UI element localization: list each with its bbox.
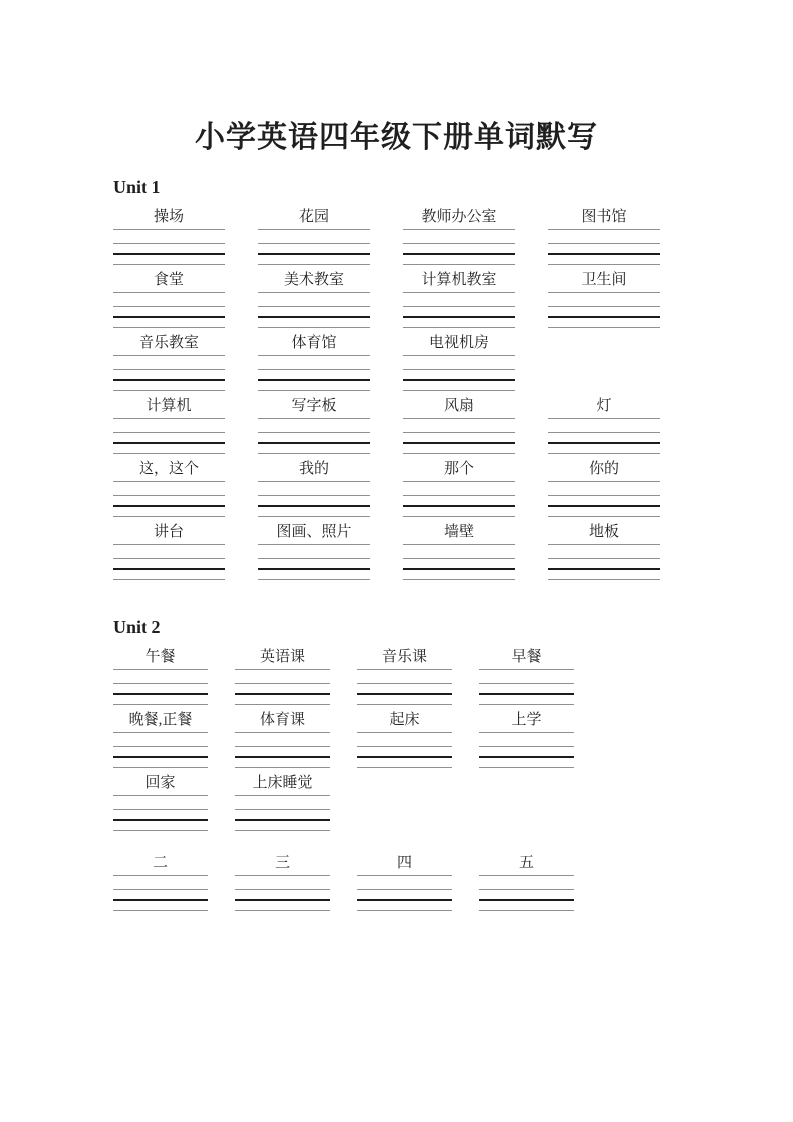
writing-line: [113, 390, 225, 391]
unit-2-heading: Unit 2: [113, 617, 161, 637]
writing-line: [113, 516, 225, 517]
word-label: 早餐: [511, 649, 542, 665]
writing-line: [258, 316, 370, 318]
unit-2-section: [0, 618, 793, 910]
writing-line: [258, 327, 370, 328]
writing-line: [113, 306, 225, 307]
writing-line: [113, 316, 225, 318]
word-cell: [113, 853, 208, 910]
writing-line: [403, 568, 515, 570]
writing-line: [113, 264, 225, 265]
word-label: 那个: [443, 461, 474, 477]
word-cell: [403, 396, 515, 453]
writing-line: [403, 558, 515, 559]
word-label: 风扇: [443, 398, 474, 414]
writing-line: [548, 306, 660, 307]
writing-line: [113, 432, 225, 433]
writing-line: [258, 432, 370, 433]
writing-line: [258, 243, 370, 244]
word-label: 灯: [596, 398, 612, 414]
writing-line: [357, 899, 452, 901]
writing-line: [113, 704, 208, 705]
writing-line: [548, 453, 660, 454]
writing-line: [113, 558, 225, 559]
unit-1-heading: Unit 1: [113, 177, 161, 197]
writing-line: [548, 481, 660, 482]
writing-line: [258, 379, 370, 381]
writing-line: [548, 495, 660, 496]
word-label: 体育课: [259, 712, 305, 728]
writing-line: [479, 683, 574, 684]
writing-line: [403, 355, 515, 356]
writing-line: [235, 875, 330, 876]
writing-line: [403, 229, 515, 230]
writing-line: [113, 453, 225, 454]
writing-line: [548, 243, 660, 244]
word-label: 计算机: [146, 398, 192, 414]
word-label: 午餐: [145, 649, 176, 665]
writing-line: [258, 355, 370, 356]
writing-line: [113, 442, 225, 444]
writing-line: [235, 889, 330, 890]
empty-cell: [548, 333, 660, 390]
word-label: 五: [518, 855, 534, 871]
writing-line: [258, 390, 370, 391]
writing-line: [479, 756, 574, 758]
word-cell: [403, 207, 515, 264]
word-cell: [235, 853, 330, 910]
writing-line: [357, 746, 452, 747]
writing-line: [403, 453, 515, 454]
word-cell: [258, 270, 370, 327]
writing-line: [113, 910, 208, 911]
writing-line: [403, 379, 515, 381]
writing-line: [113, 767, 208, 768]
writing-line: [113, 683, 208, 684]
word-cell: [235, 647, 330, 704]
word-cell: [403, 522, 515, 579]
writing-line: [258, 369, 370, 370]
word-label: 晚餐,正餐: [128, 712, 193, 728]
writing-line: [357, 889, 452, 890]
writing-line: [357, 875, 452, 876]
word-label: 地板: [588, 524, 619, 540]
empty-cell: [357, 773, 452, 830]
writing-line: [113, 830, 208, 831]
word-cell: [113, 207, 225, 264]
writing-line: [113, 889, 208, 890]
writing-line: [403, 544, 515, 545]
writing-line: [357, 756, 452, 758]
writing-line: [258, 253, 370, 255]
unit-1-section: [0, 178, 793, 579]
writing-line: [235, 767, 330, 768]
writing-line: [235, 830, 330, 831]
word-cell: [479, 710, 574, 767]
writing-line: [479, 899, 574, 901]
writing-line: [258, 495, 370, 496]
unit-2-word-grid: [113, 647, 793, 910]
writing-line: [479, 732, 574, 733]
writing-line: [548, 418, 660, 419]
writing-line: [113, 819, 208, 821]
word-label: 电视机房: [428, 335, 489, 351]
word-cell: [403, 333, 515, 390]
writing-line: [113, 899, 208, 901]
writing-line: [113, 756, 208, 758]
writing-line: [403, 495, 515, 496]
word-cell: [113, 773, 208, 830]
word-cell: [258, 396, 370, 453]
writing-line: [479, 910, 574, 911]
writing-line: [113, 495, 225, 496]
word-label: 墙壁: [443, 524, 474, 540]
writing-line: [113, 568, 225, 570]
word-cell: [113, 396, 225, 453]
writing-line: [548, 229, 660, 230]
word-cell: [403, 270, 515, 327]
writing-line: [258, 453, 370, 454]
word-label: 回家: [145, 775, 176, 791]
writing-line: [357, 693, 452, 695]
writing-line: [258, 516, 370, 517]
writing-line: [403, 418, 515, 419]
writing-line: [357, 732, 452, 733]
word-cell: [357, 853, 452, 910]
writing-line: [113, 369, 225, 370]
writing-line: [548, 253, 660, 255]
writing-line: [258, 306, 370, 307]
word-label: 音乐教室: [138, 335, 199, 351]
unit-1-word-grid: [113, 207, 793, 579]
writing-line: [113, 355, 225, 356]
writing-line: [548, 505, 660, 507]
word-cell: [113, 333, 225, 390]
writing-line: [548, 544, 660, 545]
writing-line: [113, 505, 225, 507]
word-cell: [113, 522, 225, 579]
word-label: 上床睡觉: [252, 775, 313, 791]
writing-line: [479, 875, 574, 876]
writing-line: [357, 669, 452, 670]
word-label: 图书馆: [581, 209, 627, 225]
writing-line: [258, 558, 370, 559]
word-cell: [479, 647, 574, 704]
writing-line: [113, 229, 225, 230]
writing-line: [113, 732, 208, 733]
word-cell: [548, 270, 660, 327]
writing-line: [403, 253, 515, 255]
word-cell: [258, 207, 370, 264]
word-label: 操场: [153, 209, 184, 225]
writing-line: [403, 316, 515, 318]
writing-line: [235, 899, 330, 901]
writing-line: [479, 746, 574, 747]
writing-line: [235, 910, 330, 911]
writing-line: [548, 432, 660, 433]
writing-line: [113, 327, 225, 328]
word-label: 你的: [588, 461, 619, 477]
word-cell: [258, 522, 370, 579]
writing-line: [113, 809, 208, 810]
writing-line: [357, 683, 452, 684]
writing-line: [403, 327, 515, 328]
writing-line: [403, 432, 515, 433]
word-cell: [235, 773, 330, 830]
writing-line: [113, 693, 208, 695]
writing-line: [113, 875, 208, 876]
word-label: 三: [274, 855, 290, 871]
writing-line: [258, 579, 370, 580]
writing-line: [235, 732, 330, 733]
word-cell: [357, 647, 452, 704]
writing-line: [235, 683, 330, 684]
word-cell: [548, 522, 660, 579]
word-label: 二: [152, 855, 168, 871]
word-cell: [113, 459, 225, 516]
writing-line: [235, 746, 330, 747]
word-cell: [258, 333, 370, 390]
writing-line: [548, 558, 660, 559]
word-label: 四: [396, 855, 412, 871]
writing-line: [258, 505, 370, 507]
empty-cell: [479, 773, 574, 830]
writing-line: [113, 243, 225, 244]
word-label: 讲台: [153, 524, 184, 540]
writing-line: [403, 243, 515, 244]
word-label: 图画、照片: [276, 524, 352, 540]
writing-line: [403, 306, 515, 307]
writing-line: [235, 693, 330, 695]
word-label: 体育馆: [291, 335, 337, 351]
writing-line: [113, 418, 225, 419]
writing-line: [113, 292, 225, 293]
writing-line: [403, 516, 515, 517]
word-label: 这，这个: [138, 461, 199, 477]
writing-line: [403, 481, 515, 482]
writing-line: [113, 481, 225, 482]
page-title: 小学英语四年级下册单词默写: [195, 121, 598, 154]
writing-line: [258, 442, 370, 444]
word-cell: [113, 647, 208, 704]
writing-line: [479, 704, 574, 705]
writing-line: [479, 889, 574, 890]
writing-line: [258, 544, 370, 545]
writing-line: [235, 669, 330, 670]
word-label: 起床: [389, 712, 420, 728]
writing-line: [548, 579, 660, 580]
writing-line: [113, 253, 225, 255]
writing-line: [258, 229, 370, 230]
word-cell: [403, 459, 515, 516]
word-cell: [258, 459, 370, 516]
word-cell: [548, 459, 660, 516]
writing-line: [479, 693, 574, 695]
word-label: 卫生间: [581, 272, 627, 288]
writing-line: [235, 756, 330, 758]
writing-line: [113, 579, 225, 580]
writing-line: [357, 704, 452, 705]
writing-line: [258, 418, 370, 419]
word-label: 食堂: [153, 272, 184, 288]
writing-line: [403, 505, 515, 507]
writing-line: [235, 819, 330, 821]
writing-line: [258, 264, 370, 265]
word-label: 写字板: [291, 398, 337, 414]
writing-line: [479, 767, 574, 768]
writing-line: [403, 292, 515, 293]
writing-line: [548, 316, 660, 318]
writing-line: [548, 264, 660, 265]
writing-line: [548, 327, 660, 328]
writing-line: [403, 579, 515, 580]
word-cell: [357, 710, 452, 767]
writing-line: [258, 292, 370, 293]
word-cell: [548, 396, 660, 453]
word-cell: [548, 207, 660, 264]
word-label: 音乐课: [381, 649, 427, 665]
word-label: 花园: [298, 209, 329, 225]
writing-line: [258, 481, 370, 482]
word-label: 教师办公室: [421, 209, 497, 225]
writing-line: [113, 746, 208, 747]
writing-line: [113, 379, 225, 381]
word-cell: [113, 270, 225, 327]
writing-line: [403, 390, 515, 391]
writing-line: [403, 442, 515, 444]
writing-line: [403, 369, 515, 370]
word-cell: [113, 710, 208, 767]
writing-line: [548, 516, 660, 517]
writing-line: [235, 809, 330, 810]
writing-line: [113, 669, 208, 670]
writing-line: [357, 910, 452, 911]
writing-line: [113, 544, 225, 545]
word-label: 美术教室: [283, 272, 344, 288]
writing-line: [357, 767, 452, 768]
writing-line: [235, 704, 330, 705]
word-cell: [235, 710, 330, 767]
word-label: 我的: [298, 461, 329, 477]
word-label: 上学: [511, 712, 542, 728]
writing-line: [258, 568, 370, 570]
writing-line: [548, 568, 660, 570]
word-label: 英语课: [259, 649, 305, 665]
writing-line: [113, 795, 208, 796]
writing-line: [403, 264, 515, 265]
word-cell: [479, 853, 574, 910]
word-label: 计算机教室: [421, 272, 497, 288]
writing-line: [548, 442, 660, 444]
writing-line: [479, 669, 574, 670]
writing-line: [548, 292, 660, 293]
writing-line: [235, 795, 330, 796]
